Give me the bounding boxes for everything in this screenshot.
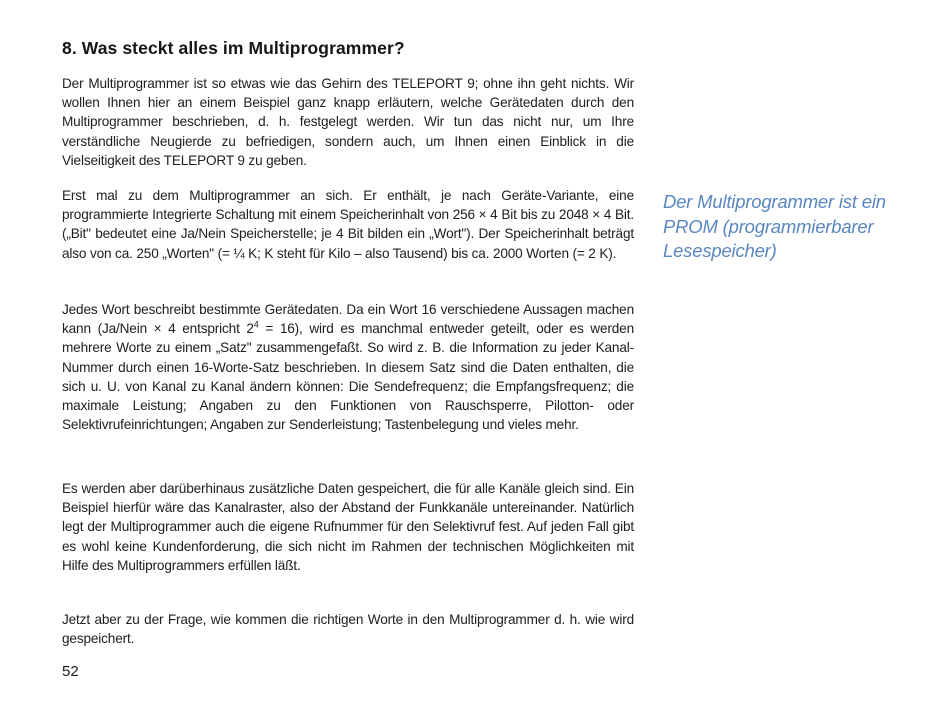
paragraph-3-text [62, 300, 634, 434]
paragraph-2 [62, 186, 634, 263]
paragraph-2-text: Erst mal zu dem Multiprogrammer an sich. Er enthält, je nach Geräte-Variante, eine programmierte Integrierte Schaltung mit einem Speicherinhalt von 256 × 4 Bit bis zu 2048 × 4 Bit. („Bit" bedeutet eine Ja/Nein Speicherstelle; je 4 Bit bilden ein „Wort"). Der Speicherinhalt beträgt also von ca. 250 „Worten" (= ¼ K; K steht für Kilo – also Tausend) bis ca. 2000 Worten (= 2 K). [62, 188, 634, 261]
paragraph-3-part-1: Jedes Wort beschreibt bestimmte Gerätedaten. Da ein Wort 16 verschiedene Aussagen machen kann (Ja/Nein × 4 entspricht 2 [62, 302, 634, 337]
exponent: 4 [253, 319, 259, 330]
margin-note: Der Multiprogrammer ist ein PROM (programmierbarer Lesespeicher) [663, 191, 886, 261]
section-heading: 8. Was steckt alles im Multiprogrammer? [62, 38, 405, 58]
paragraph-1-text: Der Multiprogrammer ist so etwas wie das Gehirn des TELEPORT 9; ohne ihn geht nichts. Wir wollen Ihnen hier an einem Beispiel ganz knapp erläutern, welche Gerätedaten durch den Multiprogrammer beschrieben, d. h. festgelegt werden. Wir tun das nicht nur, um Ihre verständliche Neugierde zu befriedigen, sondern auch, um Ihnen einen Einblick in die Vielseitigkeit des TELEPORT 9 zu geben. [62, 76, 634, 168]
paragraph-3-part-2: = 16), wird es manchmal entweder geteilt, oder es werden mehrere Worte zu einem „Satz" zusammengefaßt. So wird z. B. die Information zu jeder Kanal-Nummer durch einen 16-Worte-Satz beschrieben. In diesem Satz sind die Daten enthalten, die sich u. U. von Kanal zu Kanal ändern können: Die Sendefrequenz; die Empfangsfrequenz; die maximale Leistung; Angaben zu den Funktionen von Rauschsperre, Pilotton- oder Selektivrufeinrichtungen; Angaben zur Senderleistung; Tastenbelegung und vieles mehr. [62, 321, 634, 433]
paragraph-4-text: Es werden aber darüberhinaus zusätzliche Daten gespeichert, die für alle Kanäle gleich sind. Ein Beispiel hierfür wäre das Kanalraster, also der Abstand der Funkkanäle untereinander. Natürlich legt der Multiprogrammer auch die eigene Rufnummer für den Selektivruf fest. Auf jeden Fall gibt es wohl keine Kundenforderung, die sich nicht im Rahmen der technischen Möglichkeiten mit Hilfe des Multiprogrammers erfüllen läßt. [62, 481, 634, 573]
paragraph-5-text: Jetzt aber zu der Frage, wie kommen die richtigen Worte in den Multiprogrammer d. h. wie wird gespeichert. [62, 612, 634, 647]
paragraph-5 [62, 610, 634, 648]
paragraph-3 [62, 300, 634, 434]
paragraph-1 [62, 74, 634, 170]
page-number: 52 [62, 663, 79, 680]
paragraph-4 [62, 479, 634, 575]
